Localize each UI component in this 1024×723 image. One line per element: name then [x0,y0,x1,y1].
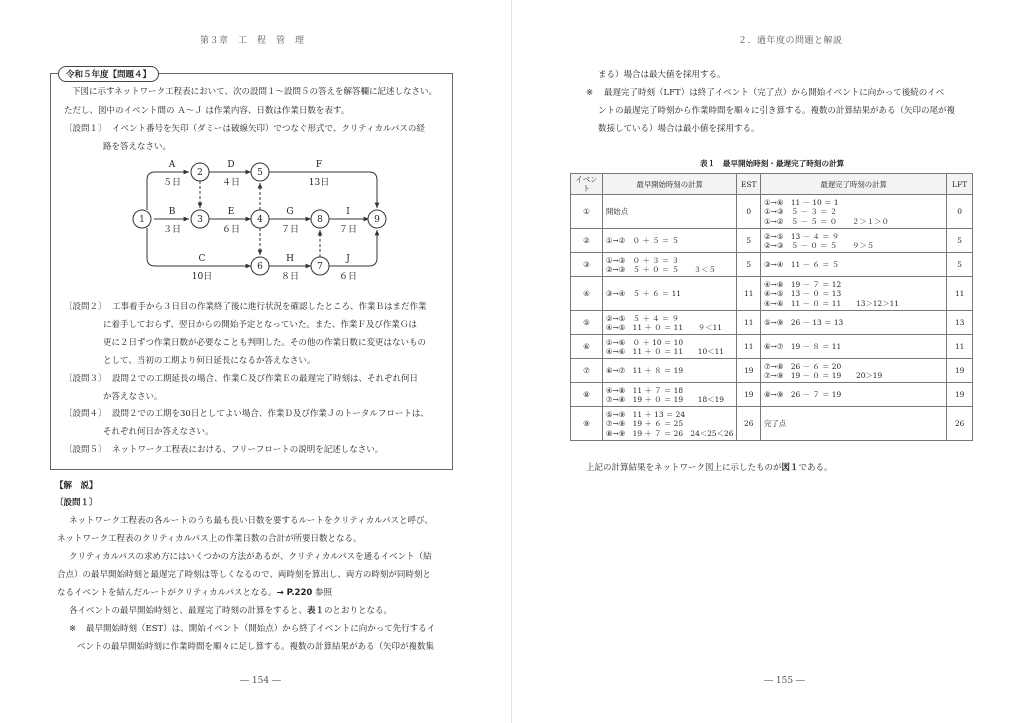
activity-days-j: ６日 [338,272,358,282]
lft-cell: 19 [947,383,973,407]
lft-calc-cell: ④→⑧ 19 － ７ ＝ 12 ④→⑤ 13 － ０ ＝ 13 ④→⑥ 11 － ０ ＝ 11 13＞12＞11 [761,277,947,311]
question-2-text-d: として、当初の工期より何日延長になるか答えなさい。 [103,356,316,366]
activity-name-h: H [286,254,294,264]
est-cell: 11 [737,335,761,359]
question-3-text-b: か答えなさい。 [103,392,163,402]
lft-calc-cell: 完了点 [761,407,947,441]
lft-cell: 19 [947,359,973,383]
question-2-text-a: 工事着手から３日目の作業終了後に進行状況を確認したところ、作業Ｂはまだ作業 [112,302,427,312]
solution-para-6 [69,606,392,617]
event-cell: ① [571,195,603,229]
activity-days-c: 10日 [191,272,213,282]
lft-calc-cell: ⑧→⑨ 26 － ７ ＝ 19 [761,383,947,407]
activity-days-g: ７日 [280,225,300,235]
question-4-text-b: それぞれ何日か答えなさい。 [103,427,214,437]
est-calc-cell: ⑥→⑦ 11 ＋ ８ ＝ 19 [602,359,737,383]
est-calc-cell: ④→⑧ 11 ＋ ７ ＝ 18 ⑦→⑧ 19 ＋ ０ ＝ 19 18＜19 [602,383,737,407]
question-3-label: 〔設問３〕 [64,374,107,384]
table-row [571,253,973,277]
lft-cell: 11 [947,277,973,311]
event-number-3: 3 [197,215,203,225]
problem-intro-line-1: 下図に示すネットワーク工程表において、次の設問１～設問５の答えを解答欄に記述しなさい。 [72,87,437,97]
lft-cell: 11 [947,335,973,359]
lft-cell: 0 [947,195,973,229]
lft-cell: 13 [947,311,973,335]
est-calc-cell: ②→⑤ ５ ＋ ４ ＝ ９ ④→⑤ 11 ＋ ０ ＝ 11 ９＜11 [602,311,737,335]
activity-days-d: ４日 [221,178,241,188]
question-1-text-a: イベント番号を矢印（ダミーは破線矢印）でつなぐ形式で、クリティカルパスの経 [112,124,425,134]
section-header: ２．過年度の問題と解説 [738,36,843,46]
column-header-est-calc: 最早開始時刻の計算 [602,174,737,195]
est-calc-cell: ①→② ０ ＋ ５ ＝ ５ [602,229,737,253]
after-table-text-a: 上記の計算結果をネットワーク図上に示したものが [586,463,782,473]
lft-calc-cell: ⑤→⑨ 26 － 13 ＝ 13 [761,311,947,335]
lft-calc-cell: ②→⑤ 13 － ４ ＝ ９ ②→③ ５ － ０ ＝ ５ ９＞５ [761,229,947,253]
table-row [571,359,973,383]
question-1-text-b: 路を答えなさい。 [103,142,172,152]
activity-name-c: C [198,254,206,264]
chapter-header: 第３章 工 程 管 理 [200,36,305,46]
note-mark-right: ※ [586,88,594,98]
table-title: 表１ 最早開始時刻・最遅完了時刻の計算 [700,159,845,168]
column-header-lft-calc: 最遅完了時刻の計算 [761,174,947,195]
lft-cell: 5 [947,229,973,253]
question-2-label: 〔設問２〕 [64,302,107,312]
event-cell: ④ [571,277,603,311]
problem-tag: 令和５年度【問題４】 [58,66,159,82]
question-3-text-a: 設問２での工期延長の場合、作業Ｃ及び作業Ｅの最遅完了時刻は、それぞれ何日 [112,374,419,384]
est-cell: 0 [737,195,761,229]
est-calc-cell: ①→⑥ ０ ＋ 10 ＝ 10 ④→⑥ 11 ＋ ０ ＝ 11 10＜11 [602,335,737,359]
note-lft-line-1: 最遅完了時刻（LFT）は終了イベント（完了点）から開始イベントに向かって後続のイベ [604,88,945,98]
question-5-text-a: ネットワーク工程表における、フリーフロートの説明を記述しなさい。 [112,445,384,455]
note-est-line-1: 最早開始時刻（EST）は、開始イベント（開始点）から終了イベントに向かって先行するイ [86,624,436,634]
est-cell: 11 [737,311,761,335]
event-number-9: 9 [374,215,380,225]
question-4-label: 〔設問４〕 [64,409,107,419]
est-calc-cell: ①→③ ０ ＋ ３ ＝ ３ ②→③ ５ ＋ ０ ＝ ５ ３＜５ [602,253,737,277]
event-cell: ⑤ [571,311,603,335]
network-diagram [125,150,395,290]
after-table-text [586,463,833,474]
note-lft-line-2: ントの最遅完了時刻から作業時間を順々に引き算する。複数の計算結果がある（矢印の尾が複 [598,106,956,116]
event-number-8: 8 [317,215,323,225]
solution-para-3: クリティカルパスの求め方にはいくつかの方法があるが、クリティカルパスを通るイベント（結 [69,552,432,562]
column-header-lft: LFT [947,174,973,195]
note-lft-line-3: 数接している）場合は最小値を採用する。 [598,124,760,134]
est-cell: 26 [737,407,761,441]
note-est-line-2: ベントの最早開始時刻に作業時間を順々に足し算する。複数の計算結果がある（矢印が複数集 [77,642,435,652]
lft-calc-cell: ⑦→⑧ 26 － ６ ＝ 20 ⑦→⑨ 19 － ０ ＝ 19 20＞19 [761,359,947,383]
solution-subheading: 〔設問１〕 [55,498,98,508]
lft-cell: 5 [947,253,973,277]
question-4-text-a: 設問２での工期を30日としてよい場合、作業Ｄ及び作業Ｊのトータルフロートは、 [112,409,429,419]
question-2-text-c: 更に２日ずつ作業日数が必要なことも判明した。その他の作業日数に変更はないもの [103,338,427,348]
table-row [571,311,973,335]
after-table-text-b: である。 [798,463,833,473]
est-calc-cell: ⑤→⑨ 11 ＋ 13 ＝ 24 ⑦→⑨ 19 ＋ ６ ＝ 25 ⑧→⑨ 19 ＋ ７ ＝ 26 24＜25＜26 [602,407,737,441]
solution-para-1: ネットワーク工程表の各ルートのうち最も長い日数を要するルートをクリティカルパスと呼び、 [69,516,433,526]
activity-name-j: J [346,254,350,264]
lft-calc-cell: ①→⑥ 11 － 10 ＝ 1 ①→③ ５ － ３ ＝ ２ ①→② ５ － ５ ＝ ０ ２＞１＞０ [761,195,947,229]
page-number-right: ― 155 ― [764,676,805,686]
lft-cell: 26 [947,407,973,441]
table-header-row [571,174,973,195]
column-header-event: イベント [571,174,603,195]
lft-calc-cell: ③→④ 11 － ６ ＝ ５ [761,253,947,277]
event-number-5: 5 [257,168,263,178]
activity-days-i: ７日 [338,225,358,235]
event-cell: ⑦ [571,359,603,383]
solution-para-6-tail: のとおりとなる。 [324,606,393,616]
solution-para-6-text: 各イベントの最早開始時刻と、最遅完了時刻の計算をすると、 [69,606,308,616]
activity-days-h: ８日 [280,272,300,282]
solution-para-5 [57,588,332,599]
activity-name-d: D [227,160,235,170]
activity-name-g: G [286,207,294,217]
question-2-text-b: に着手しておらず、翌日からの開始予定となっていた。また、作業Ｆ及び作業Ｇは [103,320,417,330]
table-reference[interactable]: 表１ [307,606,325,616]
event-number-1: 1 [139,215,145,225]
activity-name-e: E [227,207,235,217]
est-calc-cell: 開始点 [602,195,737,229]
est-cell: 19 [737,383,761,407]
question-5-label: 〔設問５〕 [64,445,107,455]
event-number-7: 7 [317,262,323,272]
table-row [571,277,973,311]
event-cell: ② [571,229,603,253]
page-reference-link[interactable]: → P.220 [276,588,313,598]
event-number-2: 2 [197,168,203,178]
est-lft-table [570,173,973,441]
problem-intro-line-2: ただし、図中のイベント間の Ａ～Ｊ は作業内容、日数は作業日数を表す。 [64,106,350,116]
est-cell: 11 [737,277,761,311]
activity-days-a: ５日 [162,178,182,188]
activity-name-a: A [168,160,176,170]
est-cell: 19 [737,359,761,383]
lft-calc-cell: ⑥→⑦ 19 － ８ ＝ 11 [761,335,947,359]
activity-days-e: ６日 [221,225,241,235]
continued-text: まる）場合は最大値を採用する。 [598,70,726,80]
event-cell: ⑧ [571,383,603,407]
table-row [571,335,973,359]
event-number-6: 6 [257,262,263,272]
activity-arrow-j [329,230,377,266]
solution-para-5-text: なるイベントを結んだルートがクリティカルパスとなる。 [57,588,277,598]
activity-name-f: F [315,160,323,170]
table-row [571,229,973,253]
est-cell: 5 [737,229,761,253]
table-row [571,383,973,407]
activity-days-f: 13日 [308,178,330,188]
event-cell: ⑥ [571,335,603,359]
event-number-4: 4 [257,215,263,225]
note-mark-left: ※ [69,624,77,634]
event-cell: ③ [571,253,603,277]
table-row [571,407,973,441]
est-calc-cell: ③→④ ５ ＋ ６ ＝ 11 [602,277,737,311]
activity-name-b: B [168,207,176,217]
column-header-est: EST [737,174,761,195]
solution-para-5-tail: 参照 [312,588,332,598]
solution-heading: 【解 説】 [55,481,98,491]
activity-name-i: I [346,207,350,217]
est-cell: 5 [737,253,761,277]
activity-days-b-visible: ３日 [162,225,182,235]
table-row [571,195,973,229]
page-number-left: ― 154 ― [240,676,281,686]
figure-reference[interactable]: 図１ [781,463,799,473]
solution-para-4: 合点）の最早開始時刻と最遅完了時刻は等しくなるので、両時刻を算出し、両方の時刻が同時刻と [57,570,431,580]
question-1-label: 〔設問１〕 [64,124,107,134]
event-cell: ⑨ [571,407,603,441]
solution-para-2: ネットワーク工程表のクリティカルパス上の作業日数の合計が所要日数となる。 [57,534,362,544]
